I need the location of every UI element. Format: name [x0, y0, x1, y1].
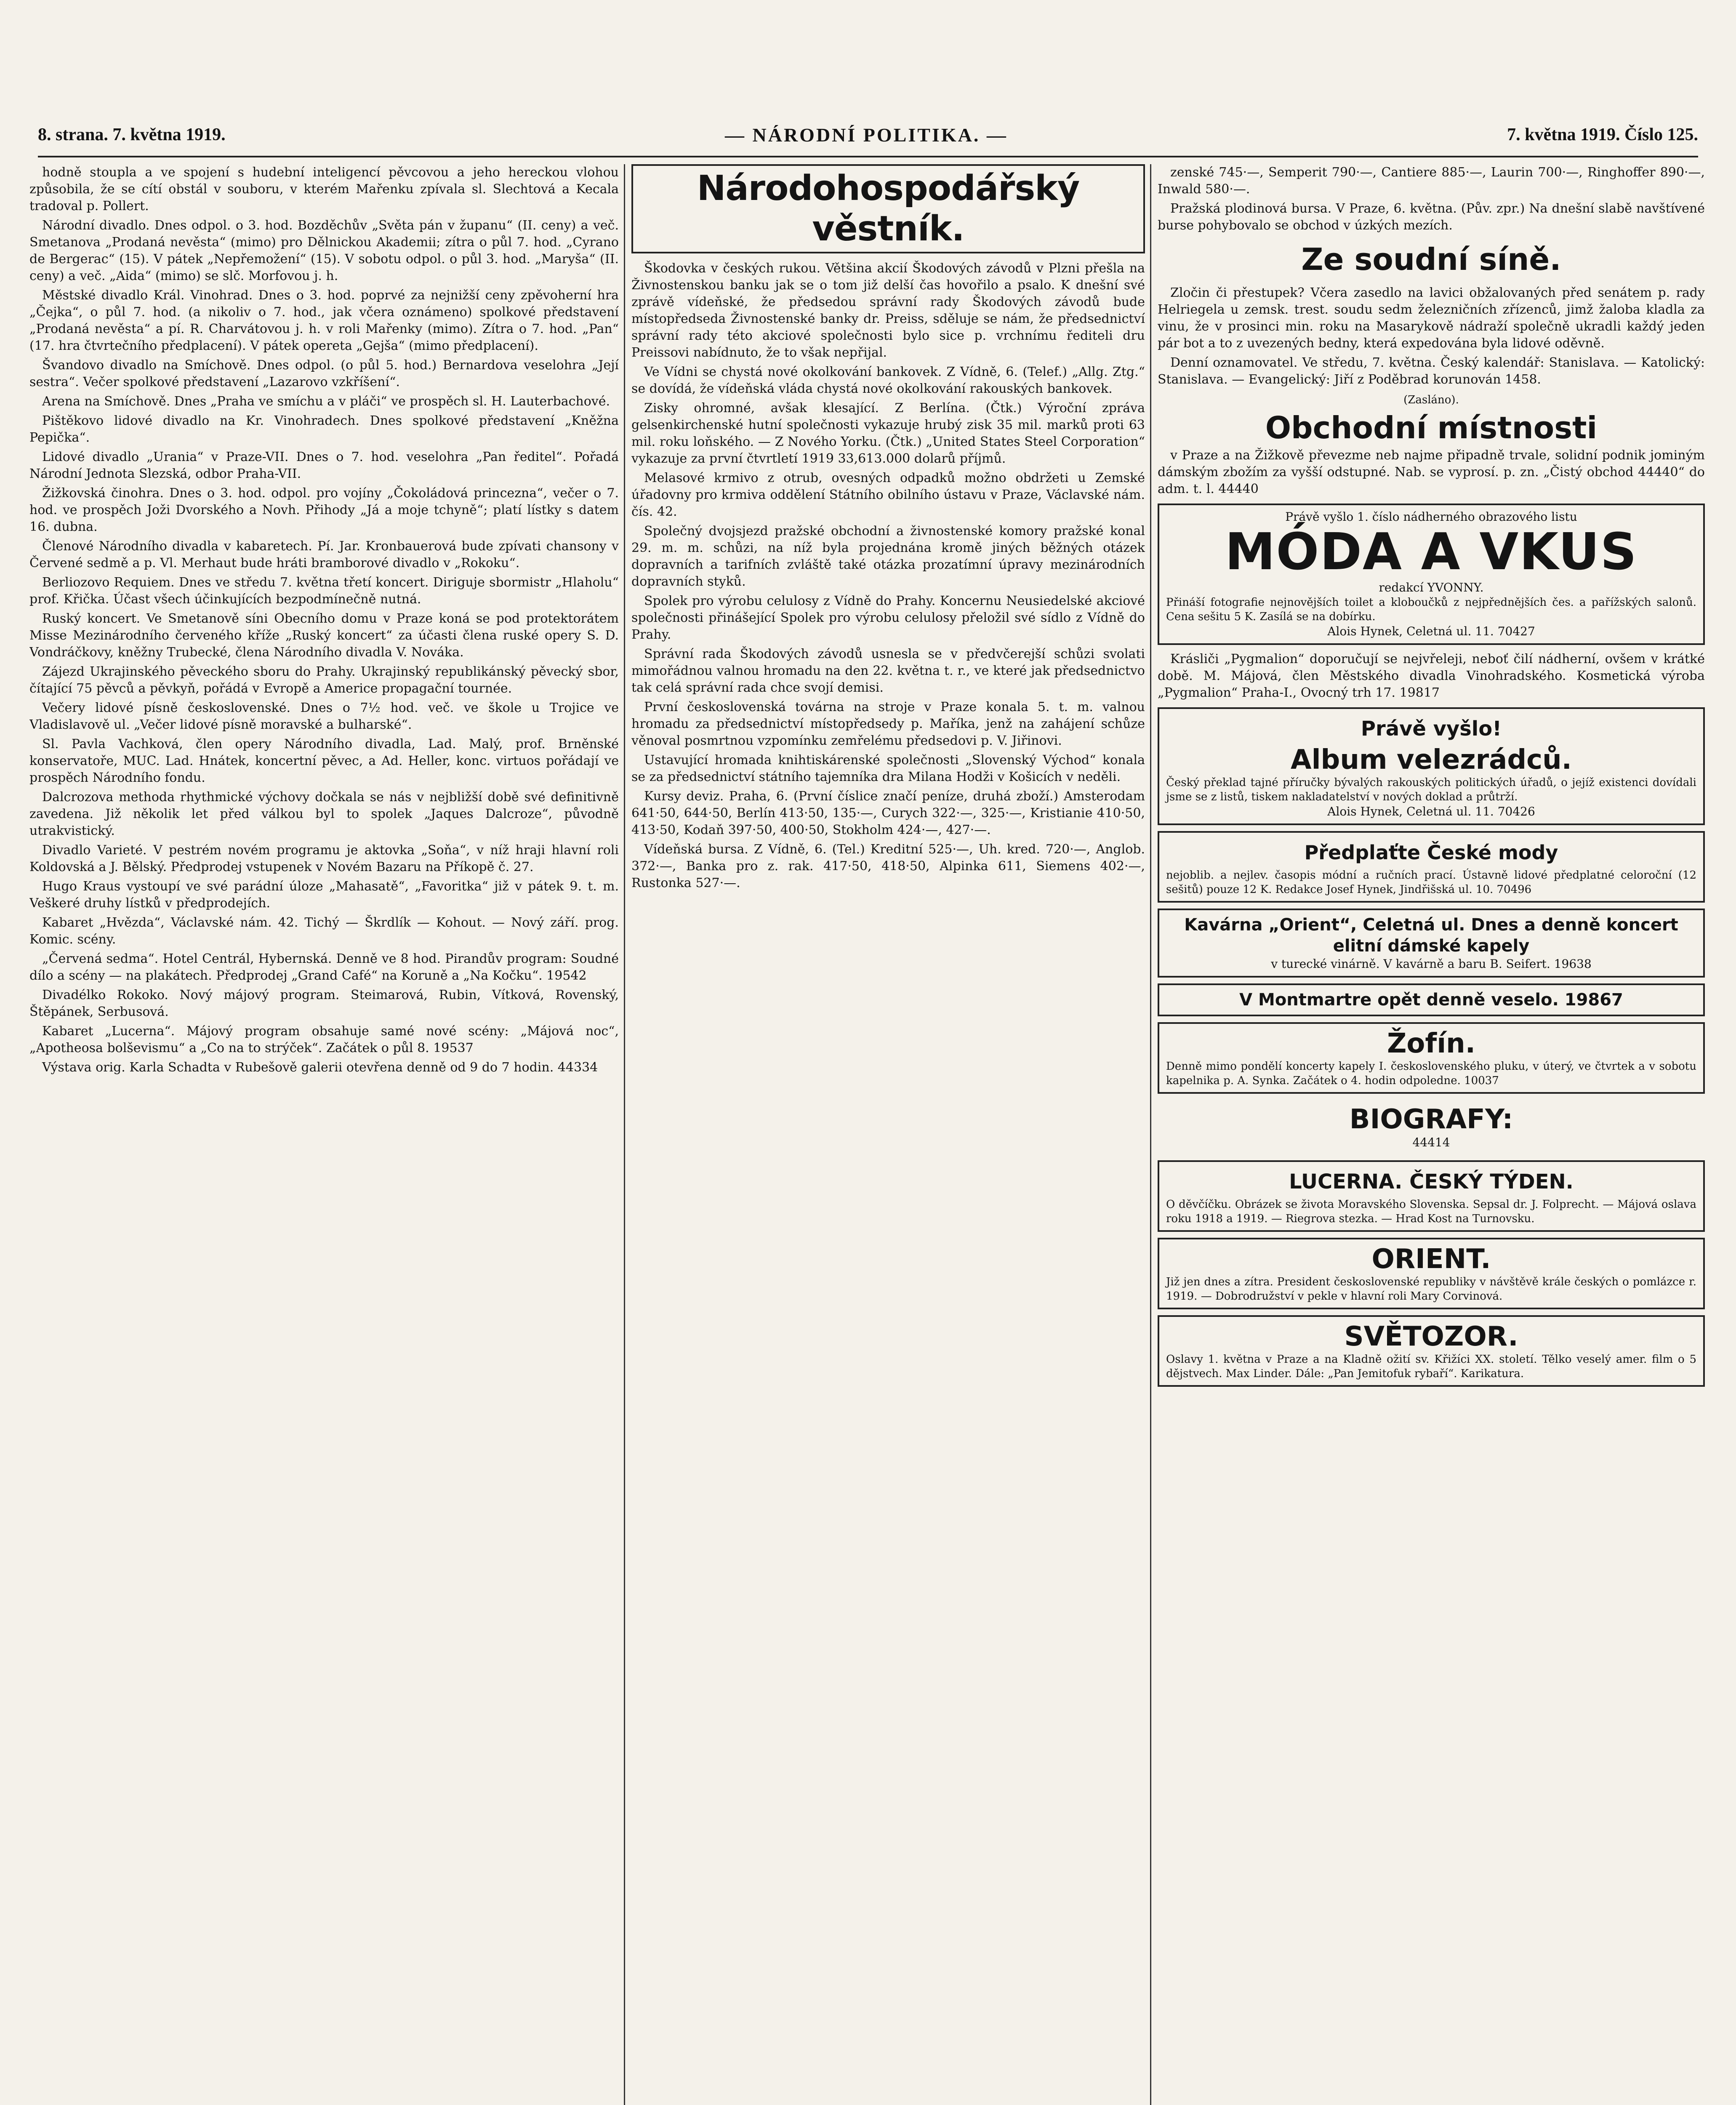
- article-paragraph: „Červená sedma“. Hotel Centrál, Hybernská. Denně ve 8 hod. Pirandův program: Soudné dílo a scény — na plakátech. Předprodej „Grand Café“ na Koruně a „Na Kočku“. 19542: [29, 951, 619, 983]
- ad-text: Oslavy 1. května v Praze a na Kladně ožití sv. Křižíci XX. století. Tělko veselý amer. film o 5 dějstvech. Max Linder. Dále: „Pan Jemitofuk rybaří“. Karikatura.: [1166, 1353, 1696, 1380]
- page-number-date: 8. strana. 7. května 1919.: [38, 125, 226, 144]
- article-paragraph: Hugo Kraus vystoupí ve své parádní úloze „Mahasatě“, „Favoritka“ již v pátek 9. t. m. Veškeré druhy lístků v předprodejích.: [29, 879, 619, 911]
- ad-svetozor: [1158, 1315, 1705, 1387]
- ad-subtitle: Právě vyšlo 1. číslo nádherného obrazového listu: [1285, 510, 1577, 524]
- masthead: [38, 114, 1698, 157]
- column-economy: [631, 164, 1145, 2105]
- article-paragraph: Žižkovská činohra. Dnes o 3. hod. odpol. pro vojíny „Čokoládová princezna“, večer o 7. hod. ve prospěch Joži Dvorského a Novh. Přihody „Já a moje tchyně“; platí lístky s datem 16. dubna.: [29, 486, 619, 534]
- article-paragraph: Berliozovo Requiem. Dnes ve středu 7. května třetí koncert. Diriguje sbormistr „Hlaholu“ prof. Křička. Účast všech účinkujících bezpodmínečně nutná.: [29, 575, 619, 607]
- article-paragraph: Členové Národního divadla v kabaretech. Pí. Jar. Kronbauerová bude zpívati chansony v Červené sedmě a p. Vl. Merhaut bude hráti bramborové divadlo v „Rokoku“.: [29, 539, 619, 570]
- column-theatre-news: [29, 164, 619, 2105]
- ad-text: v Praze a na Žižkově převezme neb najme připadně trvale, solidní podnik jominým dámským zbožím za vyšší odstupné. Nab. se vyprosí. p. zn. „Čistý obchod 44440“ do adm. t. l. 44440: [1158, 448, 1705, 496]
- ad-title: Kavárna „Orient“, Celetná ul. Dnes a denně koncert elitní dámské kapely: [1184, 915, 1678, 956]
- ad-title: V Montmartre opět denně veselo. 19867: [1239, 990, 1623, 1010]
- ad-text: v turecké vinárně. V kavárně a baru B. Seifert. 19638: [1271, 957, 1592, 971]
- article-paragraph: Pištěkovo lidové divadlo na Kr. Vinohradech. Dnes spolkové představení „Kněžna Pepička“.: [29, 413, 619, 445]
- ad-title: Předplaťte České mody: [1304, 841, 1558, 864]
- ad-album: [1158, 707, 1705, 825]
- ad-heading: Obchodní místnosti: [1265, 410, 1598, 445]
- article-paragraph: Správní rada Škodových závodů usnesla se v předvčerejší schůzi svolati mimořádnou valnou hromadu na den 22. května t. r., ve které jak předsednictvo tak celá správní rada chce svojí demisi.: [631, 647, 1145, 695]
- ad-text: Již jen dnes a zítra. President československé republiky v návštěvě krále českých o pomlázce r. 1919. — Dobrodružství v pekle v hlavní roli Mary Corvinová.: [1166, 1276, 1696, 1303]
- article-paragraph: Městské divadlo Král. Vinohrad. Dnes o 3. hod. poprvé za nejnižší ceny zpěvoherní hra „Čejka“, o půl 7. hod. (a nikoliv o 7. hod., jak včera oznámeno) spolkové představení „Prodaná nevěsta“ a pí. R. Charvátovou j. h. v roli Mařenky (mimo). Zítra o 7. hod. „Pan“ (17. hra čtvrtečního předplacení). V pátek opereta „Gejša“ (mimo předplacení).: [29, 288, 619, 353]
- ad-text: Denně mimo pondělí koncerty kapely I. československého pluku, v úterý, ve čtvrtek a v sobotu kapelnika p. A. Synka. Začátek o 4. hodin odpoledne. 10037: [1166, 1060, 1696, 1087]
- ad-title: MÓDA A VKUS: [1225, 523, 1637, 581]
- article-paragraph: Kabaret „Lucerna“. Májový program obsahuje samé nové scény: „Májová noc“, „Apotheosa bolševismu“ a „Co na to strýček“. Začátek o půl 8. 19537: [29, 1024, 619, 1055]
- ad-kavarna-orient: [1158, 909, 1705, 978]
- section-heading: Národohospodářský věstník.: [631, 164, 1145, 253]
- article-paragraph: Škodovka v českých rukou. Většina akcií Škodových závodů v Plzni přešla na Živnostenskou banku jak se o tom již delší čas hovořilo a psalo. K dnešní své zprávě vídeňské, že předsedou správní rady Škodových závodů bude místopředseda Živnostenské banky dr. Preiss, sděluje se nám, že předsednictví správní rady této akciové společnosti bylo sice p. vrchnímu řediteli dru Preissovi nabídnuto, že to však nepřijal.: [631, 261, 1145, 360]
- ad-label: (Zasláno).: [1403, 394, 1459, 406]
- ad-title: SVĚTOZOR.: [1344, 1321, 1518, 1352]
- newspaper-title: — NÁRODNÍ POLITIKA. —: [725, 124, 1008, 146]
- ad-text: Přináší fotografie nejnovějších toilet a kloboučků z nejpřednějších čes. a pařížských salonů. Cena sešitu 5 K. Zasílá se na dobírku.: [1166, 596, 1696, 623]
- article-paragraph: Arena na Smíchově. Dnes „Praha ve smíchu a v pláči“ ve prospěch sl. H. Lauterbachové.: [42, 394, 610, 409]
- article-paragraph: Lidové divadlo „Urania“ v Praze-VII. Dnes o 7. hod. veselohra „Pan ředitel“. Pořadá Národní Jednota Slezská, odbor Praha-VII.: [29, 450, 619, 481]
- article-paragraph: Spolek pro výrobu celulosy z Vídně do Prahy. Koncernu Neusiedelské akciové společnosti přinášející Spolek pro výrobu celulosy přeložil své sídlo z Vídně do Prahy.: [631, 594, 1145, 642]
- article-paragraph: První československá továrna na stroje v Praze konala 5. t. m. valnou hromadu za předsednictví místopředsedy p. Maříka, jenž na zahájení schůze věnoval posmrtnou vzpomínku zemřelému předsedovi p. V. Jiřinovi.: [631, 700, 1145, 748]
- article-paragraph: Zločin či přestupek? Včera zasedlo na lavici obžalovaných před senátem p. rady Helriegela u zemsk. trest. soudu sedm železničních zřízenců, jimž žaloba kladla za vinu, že v prosinci min. roku na Masarykově nádraží společně ukradli každý jeden pár bot a to z uvezených bedny, která expedována byla lidové oděvně.: [1158, 285, 1705, 351]
- ad-text: nejoblib. a nejlev. časopis módní a ručních prací. Ústavně lidové předplatné celoroční (12 sešitů) pouze 12 K. Redakce Josef Hynek, Jindřišská ul. 10. 70496: [1166, 869, 1696, 896]
- article-paragraph: Výstava orig. Karla Schadta v Rubešově galerii otevřena denně od 9 do 7 hodin. 44334: [42, 1060, 598, 1075]
- article-paragraph: Ustavující hromada knihtiskárenské společnosti „Slovenský Východ“ konala se za předsednictví státního tajemníka dra Milana Hodži v Košicích v neděli.: [631, 753, 1145, 784]
- article-paragraph: zenské 745·—, Semperit 790·—, Cantiere 885·—, Laurin 700·—, Ringhoffer 890·—, Inwald 580·—.: [1158, 165, 1705, 197]
- ad-title: LUCERNA. ČESKÝ TÝDEN.: [1289, 1170, 1574, 1194]
- article-paragraph: Národní divadlo. Dnes odpol. o 3. hod. Bozděchův „Světa pán v županu“ (II. ceny) a več. Smetanova „Prodaná nevěsta“ (mimo) pro Dělnickou Akademii; zítra o půl 7. hod. „Cyrano de Bergerac“ (15). V pátek „Nepřemožení“ (15). V sobotu odpol. o půl 3. hod. „Maryša“ (II. ceny) a več. „Aida“ (mimo) se slč. Morfovou j. h.: [29, 218, 619, 283]
- ad-subtitle: redakcí YVONNY.: [1379, 581, 1484, 594]
- article-paragraph: Divadlo Varieté. V pestrém novém programu je aktovka „Soňa“, v níž hraji hlavní roli Koldovská a J. Bělský. Předprodej vstupenek v Novém Bazaru na Příkopě č. 27.: [29, 843, 619, 874]
- article-paragraph: Ruský koncert. Ve Smetanově síni Obecního domu v Praze koná se pod protektorátem Misse Mezinárodního červeného kříže „Ruský koncert“ za účasti člena ruské opery S. D. Vondráčkovy, kněžny Trubecké, člena Národního divadla V. Nováka.: [29, 611, 619, 660]
- article-paragraph: Kursy deviz. Praha, 6. (První číslice značí peníze, druhá zboží.) Amsterodam 641·50, 644·50, Berlín 413·50, 135·—, Curych 322·—, 325·—, Kristianie 410·50, 413·50, Kodaň 397·50, 400·50, Stokholm 424·—, 427·—.: [631, 789, 1145, 837]
- article-paragraph: hodně stoupla a ve spojení s hudební inteligencí pěvcovou a jeho hereckou vlohou způsobila, že se cítí obstál v souboru, v kterém Mařenku zpívala sl. Slechtová a Kecala tradoval p. Pollert.: [29, 165, 619, 213]
- ad-moda-a-vkus: [1158, 504, 1705, 645]
- article-paragraph: Kabaret „Hvězda“, Václavské nám. 42. Tichý — Škrdlík — Kohout. — Nový září. prog. Komic. scény.: [29, 915, 619, 947]
- biografy-header: [1158, 1100, 1705, 1154]
- column-court-and-ads: [1158, 164, 1705, 2105]
- ad-text: Český překlad tajné příručky bývalých rakouských politických úřadů, o jejíž existenci dovídali jsme se z listů, tiskem nakladatelství v nových doklad a průtrží.: [1166, 776, 1696, 803]
- ad-zofin: [1158, 1022, 1705, 1094]
- ad-title: ORIENT.: [1371, 1244, 1491, 1275]
- ad-orient-cinema: [1158, 1238, 1705, 1309]
- ad-ceske-mody: [1158, 831, 1705, 903]
- article-paragraph: Dalcrozova methoda rhythmické výchovy dočkala se nás v nejbližší době své definitivně zavedena. Již několik let před válkou byl to spolek „Jaques Dalcroze“, původně utrakvistický.: [29, 790, 619, 838]
- ad-text: Krásliči „Pygmalion“ doporučují se nejvřeleji, neboť čilí nádherní, ovšem v krátké době. M. Májová, člen Městského divadla Vinohradského. Kosmetická výroba „Pygmalion“ Praha-I., Ovocný trh 17. 19817: [1158, 652, 1705, 700]
- column-divider: [624, 164, 625, 2105]
- article-paragraph: Divadélko Rokoko. Nový májový program. Steimarová, Rubin, Vítková, Rovenský, Štěpánek, Serbusová.: [29, 988, 619, 1019]
- article-paragraph: Denní oznamovatel. Ve středu, 7. května. Český kalendář: Stanislava. — Katolický: Stanislava. — Evangelický: Jiří z Poděbrad korunován 1458.: [1158, 355, 1705, 387]
- column-divider: [1150, 164, 1151, 2105]
- article-paragraph: Ve Vídni se chystá nové okolkování bankovek. Z Vídně, 6. (Telef.) „Allg. Ztg.“ se dovídá, že vídeňská vláda chystá nové okolkování rakouských bankovek.: [631, 365, 1145, 396]
- article-paragraph: Večery lidové písně československé. Dnes o 7½ hod. več. ve škole u Trojice ve Vladislavově ul. „Večer lidové písně moravské a bulharské“.: [29, 701, 619, 732]
- ad-number: 44414: [1412, 1135, 1450, 1149]
- section-heading: Ze soudní síně.: [1301, 242, 1561, 277]
- article-paragraph: Společný dvojsjezd pražské obchodní a živnostenské komory pražské konal 29. m. m. schůzi, na níž byla projednána kromě jiných běžných otázek dopravních a tarifních zvláště také otázka prozatímní úpravy mezinárodních dopravních styků.: [631, 524, 1145, 589]
- ad-text: O děvčíčku. Obrázek se života Moravského Slovenska. Sepsal dr. J. Folprecht. — Májová oslava roku 1918 a 1919. — Riegrova stezka. — Hrad Kost na Turnovsku.: [1166, 1198, 1696, 1225]
- ad-title: Žofín.: [1387, 1028, 1476, 1059]
- ad-signature: Alois Hynek, Celetná ul. 11. 70427: [1327, 624, 1535, 638]
- ad-subtitle: Právě vyšlo!: [1361, 717, 1502, 741]
- ad-title: Album velezrádců.: [1291, 744, 1572, 775]
- issue-date-number: 7. května 1919. Číslo 125.: [1507, 125, 1698, 144]
- article-paragraph: Zájezd Ukrajinského pěveckého sboru do Prahy. Ukrajinský republikánský pěvecký sbor, čítající 75 pěvců a pěvkyň, pořádá v Evropě a Americe propagační tournée.: [29, 664, 619, 696]
- article-paragraph: Zisky ohromné, avšak klesající. Z Berlína. (Čtk.) Výroční zpráva gelsenkirchenské hutní společnosti vykazuje hrubý zisk 35 mil. marků proti 63 mil. roku loňského. — Z Nového Yorku. (Čtk.) „United States Steel Corporation“ vykazuje za první čtvrtletí 1919 33,613.000 dolarů příjmů.: [631, 401, 1145, 466]
- article-paragraph: Vídeňská bursa. Z Vídně, 6. (Tel.) Kreditní 525·—, Uh. kred. 720·—, Anglob. 372·—, Banka pro z. rak. 417·50, 418·50, Alpinka 611, Siemens 402·—, Rustonka 527·—.: [631, 842, 1145, 890]
- article-paragraph: Švandovo divadlo na Smíchově. Dnes odpol. (o půl 5. hod.) Bernardova veselohra „Její sestra“. Večer spolkové představení „Lazarovo vzkříšení“.: [29, 358, 619, 389]
- section-heading: BIOGRAFY:: [1349, 1104, 1513, 1135]
- ad-montmartre: [1158, 983, 1705, 1016]
- article-paragraph: Pražská plodinová bursa. V Praze, 6. května. (Pův. zpr.) Na dnešní slabě navštívené burse pohybovalo se obchod v úzkých mezích.: [1158, 201, 1705, 233]
- ad-lucerna: [1158, 1160, 1705, 1232]
- article-paragraph: Melasové krmivo z otrub, ovesných odpadků možno obdržeti u Zemské úřadovny pro krmiva oddělení Státního obilního ústavu v Praze, Václavské nám. čís. 42.: [631, 471, 1145, 519]
- ad-signature: Alois Hynek, Celetná ul. 11. 70426: [1327, 805, 1535, 818]
- article-paragraph: Sl. Pavla Vachková, člen opery Národního divadla, Lad. Malý, prof. Brněnské konservatoře, MUC. Lad. Hnátek, koncertní pěvec, a Ad. Heller, konc. virtuos pořádají ve prospěch Národního fondu.: [29, 737, 619, 785]
